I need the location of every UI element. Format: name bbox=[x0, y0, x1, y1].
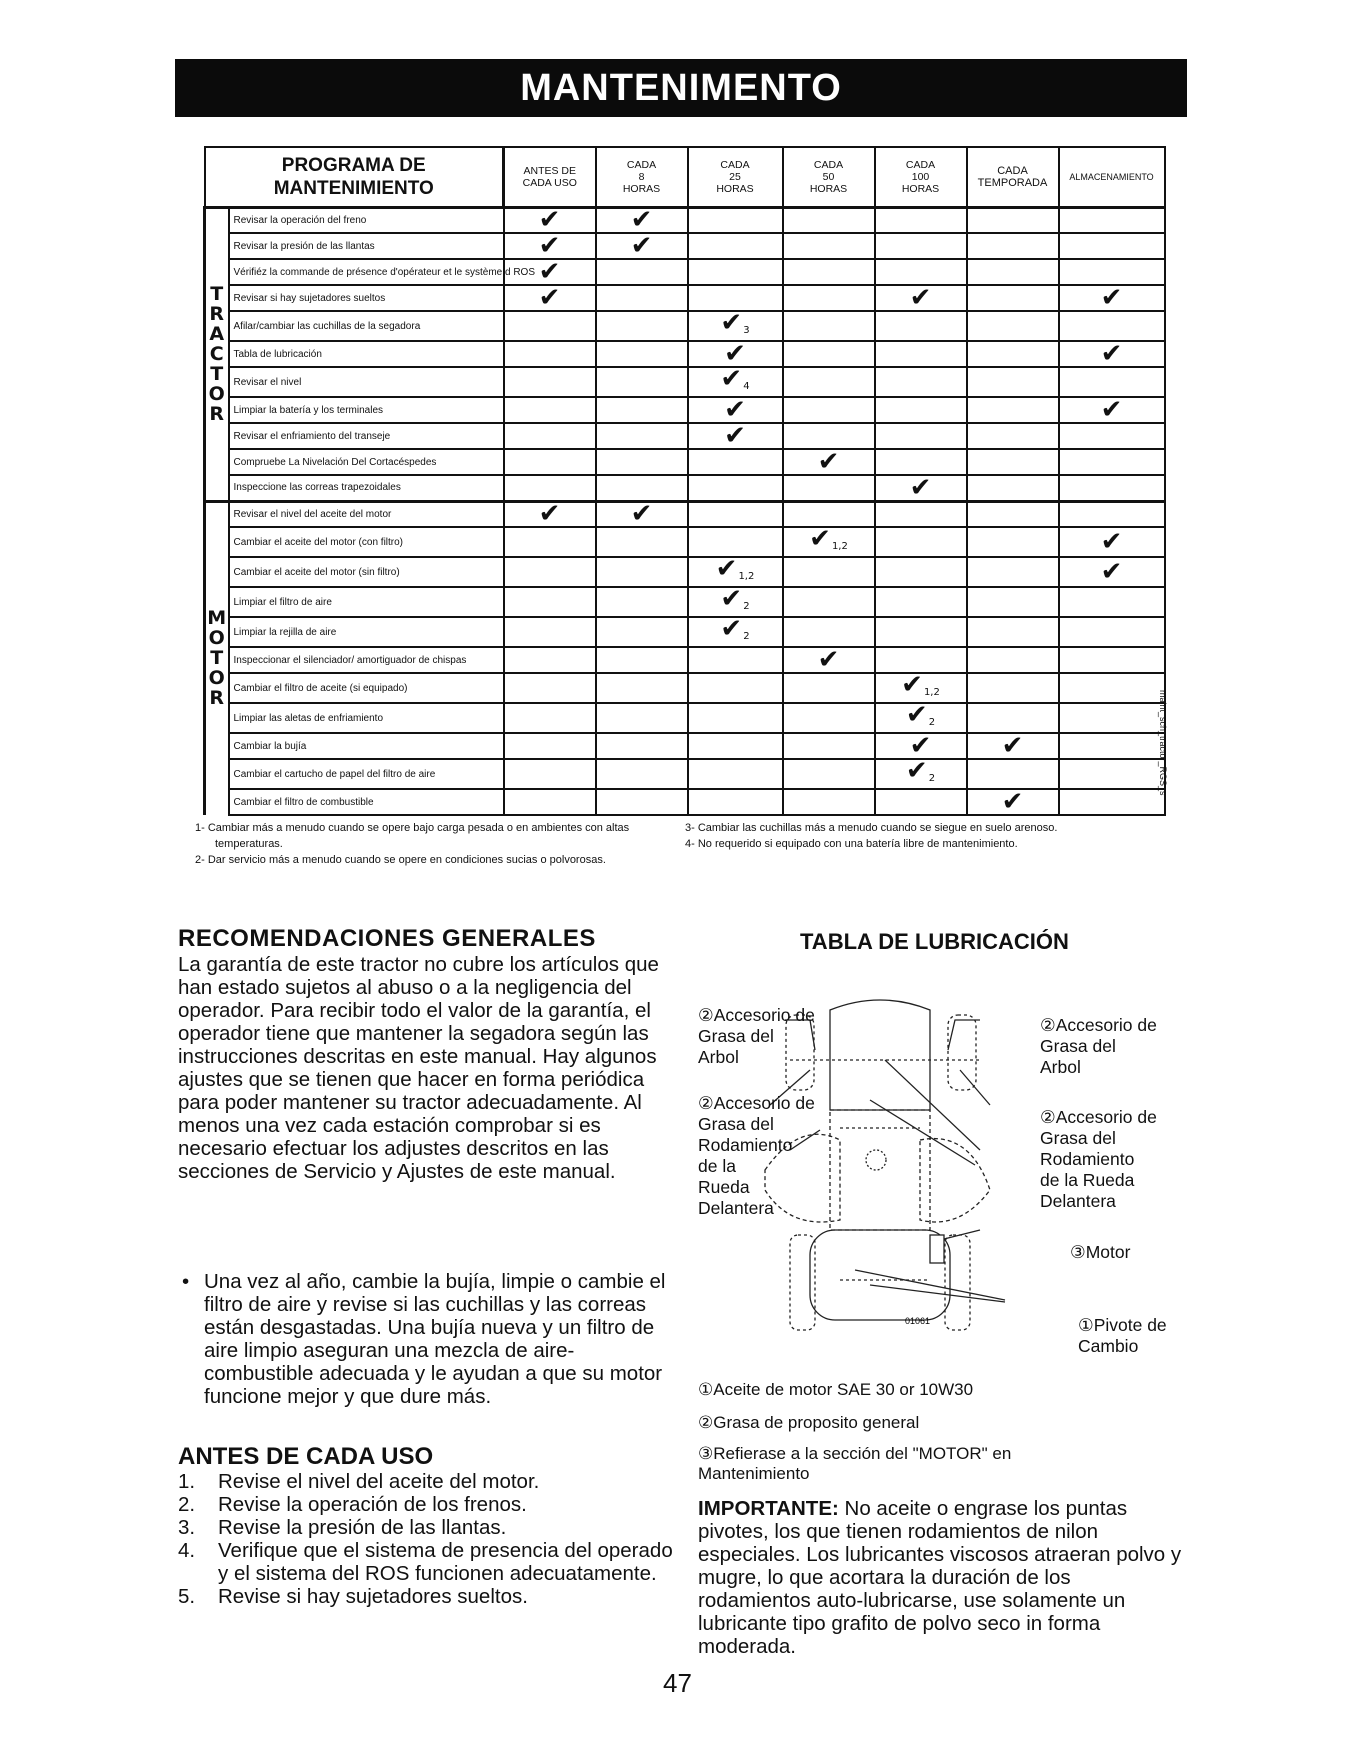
task-cell: Tabla de lubricación bbox=[229, 341, 504, 367]
check-mark-cell: ✔ bbox=[688, 423, 783, 449]
empty-cell bbox=[1059, 233, 1165, 259]
label-left-rueda: ②Accesorio de Grasa del Rodamiento de la Rueda Delantera bbox=[698, 1093, 815, 1218]
empty-cell bbox=[783, 617, 875, 647]
side-code: maint_sch_tractor_RGS_s bbox=[1158, 690, 1168, 796]
empty-cell bbox=[504, 617, 596, 647]
table-row bbox=[205, 557, 1165, 587]
empty-cell bbox=[783, 397, 875, 423]
list-item: 4. Verifique que el sistema de presencia del operado y el sistema del ROS funcionen adecuatamente. bbox=[178, 1539, 673, 1585]
list-item: 5. Revise si hay sujetadores sueltos. bbox=[178, 1585, 528, 1608]
check-mark-cell: ✔ bbox=[1059, 397, 1165, 423]
check-mark-cell: ✔ bbox=[783, 449, 875, 475]
empty-cell bbox=[596, 587, 688, 617]
empty-cell bbox=[688, 233, 783, 259]
col-header: CADA 100 HORAS bbox=[875, 147, 967, 207]
empty-cell bbox=[967, 311, 1059, 341]
col-header: CADA 8 HORAS bbox=[596, 147, 688, 207]
empty-cell bbox=[783, 703, 875, 733]
table-row bbox=[205, 617, 1165, 647]
empty-cell bbox=[596, 475, 688, 501]
empty-cell bbox=[596, 311, 688, 341]
check-mark-cell: ✔ bbox=[688, 397, 783, 423]
check-mark-cell: ✔ bbox=[967, 789, 1059, 815]
check-mark-cell: ✔ bbox=[1059, 557, 1165, 587]
check-mark-cell: $✔_{1,2}$ bbox=[875, 673, 967, 703]
empty-cell bbox=[783, 207, 875, 233]
empty-cell bbox=[875, 397, 967, 423]
empty-cell bbox=[596, 617, 688, 647]
empty-cell bbox=[596, 341, 688, 367]
check-mark-cell: ✔ bbox=[504, 207, 596, 233]
empty-cell bbox=[596, 703, 688, 733]
empty-cell bbox=[1059, 617, 1165, 647]
empty-cell bbox=[504, 557, 596, 587]
group-letters bbox=[205, 207, 229, 501]
empty-cell bbox=[596, 527, 688, 557]
task-cell: Inspeccionar el silenciador/ amortiguador de chispas bbox=[229, 647, 504, 673]
table-row bbox=[205, 341, 1165, 367]
empty-cell bbox=[596, 367, 688, 397]
empty-cell bbox=[1059, 733, 1165, 759]
check-mark-cell: $✔_2$ bbox=[688, 617, 783, 647]
empty-cell bbox=[688, 449, 783, 475]
recommendations-bullet bbox=[182, 1270, 682, 1408]
table-row bbox=[205, 311, 1165, 341]
check-mark-cell: $✔_{1,2}$ bbox=[688, 557, 783, 587]
check-mark-cell: $✔_2$ bbox=[688, 587, 783, 617]
empty-cell bbox=[688, 647, 783, 673]
empty-cell bbox=[1059, 367, 1165, 397]
schedule-title bbox=[205, 147, 504, 207]
empty-cell bbox=[688, 703, 783, 733]
table-row bbox=[205, 759, 1165, 789]
empty-cell bbox=[688, 673, 783, 703]
task-cell: Revisar si hay sujetadores sueltos bbox=[229, 285, 504, 311]
empty-cell bbox=[875, 587, 967, 617]
schedule-title-line1: PROGRAMA DE bbox=[281, 154, 426, 176]
footnote-2: 2- Dar servicio más a menudo cuando se opere en condiciones sucias o polvorosas. bbox=[195, 854, 606, 866]
bullet-dot: • bbox=[182, 1270, 190, 1293]
check-mark-cell: ✔ bbox=[596, 207, 688, 233]
empty-cell bbox=[967, 557, 1059, 587]
task-cell: Revisar el enfriamiento del transeje bbox=[229, 423, 504, 449]
empty-cell bbox=[688, 259, 783, 285]
antes-title: ANTES DE CADA USO bbox=[178, 1443, 434, 1470]
check-mark-cell: ✔ bbox=[596, 233, 688, 259]
empty-cell bbox=[967, 367, 1059, 397]
empty-cell bbox=[504, 423, 596, 449]
empty-cell bbox=[596, 673, 688, 703]
table-row bbox=[205, 501, 1165, 527]
empty-cell bbox=[504, 341, 596, 367]
table-row bbox=[205, 397, 1165, 423]
empty-cell bbox=[875, 789, 967, 815]
col-header: CADA 50 HORAS bbox=[783, 147, 875, 207]
empty-cell bbox=[967, 449, 1059, 475]
table-row bbox=[205, 789, 1165, 815]
maintenance-schedule-table bbox=[203, 146, 1166, 816]
task-cell: Cambiar el filtro de combustible bbox=[229, 789, 504, 815]
task-cell: Afilar/cambiar las cuchillas de la segadora bbox=[229, 311, 504, 341]
empty-cell bbox=[1059, 501, 1165, 527]
list-item: 2. Revise la operación de los frenos. bbox=[178, 1493, 527, 1516]
empty-cell bbox=[1059, 673, 1165, 703]
empty-cell bbox=[875, 617, 967, 647]
empty-cell bbox=[967, 207, 1059, 233]
empty-cell bbox=[875, 233, 967, 259]
empty-cell bbox=[1059, 311, 1165, 341]
empty-cell bbox=[596, 259, 688, 285]
empty-cell bbox=[783, 341, 875, 367]
page-banner: MANTENIMENTO bbox=[175, 59, 1187, 117]
empty-cell bbox=[783, 367, 875, 397]
task-cell: Revisar el nivel bbox=[229, 367, 504, 397]
empty-cell bbox=[1059, 759, 1165, 789]
check-mark-cell: ✔ bbox=[875, 285, 967, 311]
empty-cell bbox=[783, 733, 875, 759]
check-mark-cell: ✔ bbox=[1059, 341, 1165, 367]
empty-cell bbox=[875, 259, 967, 285]
empty-cell bbox=[1059, 587, 1165, 617]
table-row bbox=[205, 527, 1165, 557]
empty-cell bbox=[783, 311, 875, 341]
task-cell: Revisar la operación del freno bbox=[229, 207, 504, 233]
empty-cell bbox=[1059, 207, 1165, 233]
group-letters-text: M O T O R bbox=[207, 607, 227, 710]
lubrication-title: TABLA DE LUBRICACIÓN bbox=[800, 929, 1069, 954]
table-row bbox=[205, 285, 1165, 311]
legend-3: ③Refierase a la sección del "MOTOR" en Mantenimiento bbox=[698, 1444, 1012, 1483]
task-cell: Vérifiéz la commande de présence d'opérateur et le système d ROS bbox=[229, 259, 504, 285]
empty-cell bbox=[504, 367, 596, 397]
empty-cell bbox=[875, 341, 967, 367]
check-mark-cell: ✔ bbox=[504, 501, 596, 527]
empty-cell bbox=[967, 423, 1059, 449]
empty-cell bbox=[967, 501, 1059, 527]
empty-cell bbox=[783, 673, 875, 703]
table-row bbox=[205, 733, 1165, 759]
empty-cell bbox=[1059, 423, 1165, 449]
check-mark-cell: ✔ bbox=[875, 475, 967, 501]
group-letters bbox=[205, 501, 229, 815]
important-note bbox=[698, 1497, 1188, 1658]
table-row bbox=[205, 207, 1165, 233]
empty-cell bbox=[967, 285, 1059, 311]
list-item: 1. Revise el nivel del aceite del motor. bbox=[178, 1470, 540, 1493]
group-letters-text: T R A C T O R bbox=[208, 282, 225, 425]
empty-cell bbox=[504, 703, 596, 733]
check-mark-cell: $✔_2$ bbox=[875, 759, 967, 789]
task-cell: Cambiar el cartucho de papel del filtro de aire bbox=[229, 759, 504, 789]
table-row bbox=[205, 673, 1165, 703]
empty-cell bbox=[875, 311, 967, 341]
footnote-4: 4- No requerido si equipado con una batería libre de mantenimiento. bbox=[685, 838, 1018, 850]
empty-cell bbox=[596, 449, 688, 475]
check-mark-cell: ✔ bbox=[1059, 285, 1165, 311]
label-left-arbol: ②Accesorio de Grasa del Arbol bbox=[698, 1005, 815, 1067]
check-mark-cell: ✔ bbox=[688, 341, 783, 367]
empty-cell bbox=[783, 285, 875, 311]
legend-2: ②Grasa de proposito general bbox=[698, 1413, 920, 1432]
task-cell: Limpiar la rejilla de aire bbox=[229, 617, 504, 647]
table-row bbox=[205, 647, 1165, 673]
empty-cell bbox=[596, 557, 688, 587]
empty-cell bbox=[967, 759, 1059, 789]
empty-cell bbox=[596, 647, 688, 673]
label-right-rueda: ②Accesorio de Grasa del Rodamiento de la Rueda Delantera bbox=[1040, 1107, 1157, 1211]
schedule-body bbox=[205, 207, 1165, 815]
table-row bbox=[205, 475, 1165, 501]
table-row bbox=[205, 703, 1165, 733]
empty-cell bbox=[967, 233, 1059, 259]
empty-cell bbox=[504, 759, 596, 789]
legend-1: ①Aceite de motor SAE 30 or 10W30 bbox=[698, 1380, 974, 1399]
empty-cell bbox=[967, 341, 1059, 367]
table-row bbox=[205, 423, 1165, 449]
diagram-code: 01061 bbox=[905, 1316, 931, 1326]
empty-cell bbox=[504, 733, 596, 759]
empty-cell bbox=[967, 647, 1059, 673]
task-cell: Cambiar el filtro de aceite (si equipado) bbox=[229, 673, 504, 703]
check-mark-cell: ✔ bbox=[875, 733, 967, 759]
check-mark-cell: ✔ bbox=[967, 733, 1059, 759]
hood-shape bbox=[830, 1000, 930, 1110]
recommendations-title: RECOMENDACIONES GENERALES bbox=[178, 925, 596, 952]
empty-cell bbox=[688, 733, 783, 759]
footnote-3: 3- Cambiar las cuchillas más a menudo cuando se siegue en suelo arenoso. bbox=[685, 822, 1058, 834]
empty-cell bbox=[783, 423, 875, 449]
footnotes-left bbox=[195, 820, 665, 868]
empty-cell bbox=[967, 475, 1059, 501]
empty-cell bbox=[875, 367, 967, 397]
task-cell: Inspeccione las correas trapezoidales bbox=[229, 475, 504, 501]
empty-cell bbox=[967, 397, 1059, 423]
empty-cell bbox=[783, 557, 875, 587]
table-row bbox=[205, 449, 1165, 475]
recommendations-body: La garantía de este tractor no cubre los artículos que han estado sujetos al abuso o a la negligencia del operador. Para recibir todo el valor de la garantía, el operador tiene que mantener la segadora según las instrucciones descritas en este manual. Hay algunos ajustes que se tienen que hacer en forma periódica para poder mantener su tractor adecuadamente. Al menos una vez cada estación comprobar si es necesario efectuar los adjustes descritos en las secciones de Servicio y Ajustes de este manual. bbox=[178, 953, 659, 1183]
task-cell: Compruebe La Nivelación Del Cortacéspedes bbox=[229, 449, 504, 475]
check-mark-cell: $✔_3$ bbox=[688, 311, 783, 341]
task-cell: Cambiar el aceite del motor (sin filtro) bbox=[229, 557, 504, 587]
col-header: ALMACENAMIENTO bbox=[1059, 147, 1165, 207]
empty-cell bbox=[1059, 259, 1165, 285]
empty-cell bbox=[504, 673, 596, 703]
task-cell: Cambiar la bujía bbox=[229, 733, 504, 759]
page-number: 47 bbox=[663, 1668, 692, 1698]
empty-cell bbox=[504, 397, 596, 423]
task-cell: Cambiar el aceite del motor (con filtro) bbox=[229, 527, 504, 557]
front-right-wheel bbox=[948, 1015, 976, 1090]
empty-cell bbox=[967, 259, 1059, 285]
empty-cell bbox=[1059, 789, 1165, 815]
table-row bbox=[205, 259, 1165, 285]
check-mark-cell: $✔_4$ bbox=[688, 367, 783, 397]
empty-cell bbox=[783, 587, 875, 617]
empty-cell bbox=[688, 207, 783, 233]
check-mark-cell: ✔ bbox=[783, 647, 875, 673]
empty-cell bbox=[504, 449, 596, 475]
table-row bbox=[205, 587, 1165, 617]
empty-cell bbox=[504, 475, 596, 501]
empty-cell bbox=[875, 557, 967, 587]
empty-cell bbox=[783, 759, 875, 789]
col-header: CADA TEMPORADA bbox=[967, 147, 1059, 207]
table-row bbox=[205, 233, 1165, 259]
empty-cell bbox=[967, 587, 1059, 617]
task-cell: Revisar la presión de las llantas bbox=[229, 233, 504, 259]
empty-cell bbox=[875, 423, 967, 449]
empty-cell bbox=[688, 501, 783, 527]
footnotes-right bbox=[685, 820, 1165, 852]
empty-cell bbox=[504, 647, 596, 673]
empty-cell bbox=[875, 207, 967, 233]
check-mark-cell: ✔ bbox=[504, 233, 596, 259]
task-cell: Revisar el nivel del aceite del motor bbox=[229, 501, 504, 527]
empty-cell bbox=[875, 449, 967, 475]
label-pivote: ①Pivote de Cambio bbox=[1078, 1315, 1167, 1356]
antes-list bbox=[178, 1470, 678, 1608]
empty-cell bbox=[1059, 449, 1165, 475]
empty-cell bbox=[504, 789, 596, 815]
empty-cell bbox=[596, 789, 688, 815]
empty-cell bbox=[1059, 647, 1165, 673]
check-mark-cell: $✔_{1,2}$ bbox=[783, 527, 875, 557]
empty-cell bbox=[688, 475, 783, 501]
empty-cell bbox=[596, 423, 688, 449]
empty-cell bbox=[688, 759, 783, 789]
check-mark-cell: ✔ bbox=[504, 259, 596, 285]
table-row bbox=[205, 367, 1165, 397]
bullet-text: Una vez al año, cambie la bujía, limpie o cambie el filtro de aire y revise si las cuchillas y las correas están desgastadas. Una bujía nueva y un filtro de aire limpio aseguran una mezcla de aire-combustible adecuada y le ayudan a que su motor funcione mejor y que dure más. bbox=[204, 1270, 666, 1408]
empty-cell bbox=[875, 527, 967, 557]
schedule-title-line2: MANTENIMIENTO bbox=[273, 177, 434, 199]
empty-cell bbox=[596, 733, 688, 759]
check-mark-cell: ✔ bbox=[1059, 527, 1165, 557]
label-motor: ③Motor bbox=[1070, 1242, 1131, 1262]
list-item: 3. Revise la presión de las llantas. bbox=[178, 1516, 507, 1539]
check-mark-cell: ✔ bbox=[504, 285, 596, 311]
important-label: IMPORTANTE: bbox=[698, 1497, 839, 1520]
task-cell: Limpiar el filtro de aire bbox=[229, 587, 504, 617]
empty-cell bbox=[967, 617, 1059, 647]
empty-cell bbox=[596, 759, 688, 789]
empty-cell bbox=[875, 501, 967, 527]
empty-cell bbox=[967, 527, 1059, 557]
empty-cell bbox=[688, 527, 783, 557]
col-header: CADA 25 HORAS bbox=[688, 147, 783, 207]
empty-cell bbox=[783, 259, 875, 285]
empty-cell bbox=[596, 285, 688, 311]
empty-cell bbox=[688, 789, 783, 815]
empty-cell bbox=[504, 527, 596, 557]
col-header: ANTES DE CADA USO bbox=[504, 147, 596, 207]
important-text: No aceite o engrase los puntas pivotes, los que tienen rodamientos de nilon especiales. Los lubricantes viscosos atraeran polvo y mugre, lo que acortara la duración de los rodamientos auto-lubricarse, use solamente un lubricante tipo grafito de polvo seco in forma moderada. bbox=[698, 1497, 1182, 1658]
task-cell: Limpiar la batería y los terminales bbox=[229, 397, 504, 423]
empty-cell bbox=[783, 233, 875, 259]
empty-cell bbox=[967, 703, 1059, 733]
label-right-arbol: ②Accesorio de Grasa del Arbol bbox=[1040, 1015, 1157, 1077]
empty-cell bbox=[596, 397, 688, 423]
footnote-1: 1- Cambiar más a menudo cuando se opere bajo carga pesada o en ambientes con altas temperaturas. bbox=[195, 822, 630, 850]
empty-cell bbox=[967, 673, 1059, 703]
empty-cell bbox=[783, 789, 875, 815]
check-mark-cell: $✔_2$ bbox=[875, 703, 967, 733]
check-mark-cell: ✔ bbox=[596, 501, 688, 527]
empty-cell bbox=[1059, 475, 1165, 501]
empty-cell bbox=[1059, 703, 1165, 733]
task-cell: Limpiar las aletas de enfriamiento bbox=[229, 703, 504, 733]
empty-cell bbox=[783, 475, 875, 501]
empty-cell bbox=[504, 311, 596, 341]
empty-cell bbox=[504, 587, 596, 617]
